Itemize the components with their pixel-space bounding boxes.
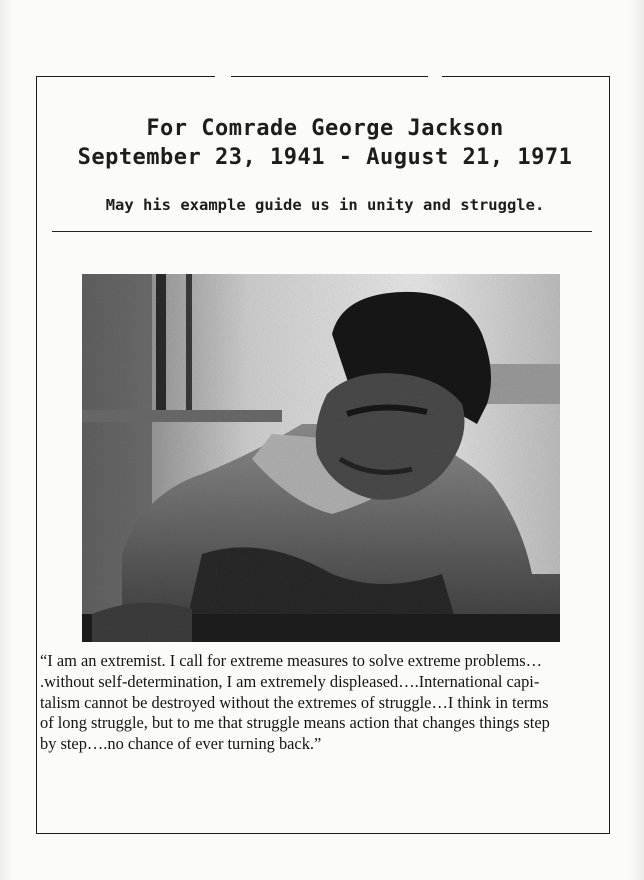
page-subtitle: May his example guide us in unity and struggle.	[105, 196, 545, 214]
quote-line: “I am an extremist. I call for extreme measures to solve extreme problems…	[40, 651, 543, 670]
portrait-illustration	[82, 274, 560, 642]
quote-line: by step….no chance of ever turning back.”	[40, 734, 322, 754]
bleed-through-shadow	[40, 772, 580, 822]
quote-line: of long struggle, but to me that struggle means action that changes things step	[40, 713, 550, 733]
border-gap	[428, 72, 442, 80]
quote-block	[40, 651, 606, 755]
divider	[52, 231, 592, 232]
border-gap	[215, 72, 231, 80]
page-title: For Comrade George Jackson	[146, 116, 504, 141]
page-dates: September 23, 1941 - August 21, 1971	[77, 145, 573, 170]
quote-line: .without self-determination, I am extremely displeased….International capi-	[40, 671, 540, 691]
quote-line: talism cannot be destroyed without the extremes of struggle…I think in terms	[40, 692, 549, 712]
portrait-photo	[82, 274, 560, 642]
